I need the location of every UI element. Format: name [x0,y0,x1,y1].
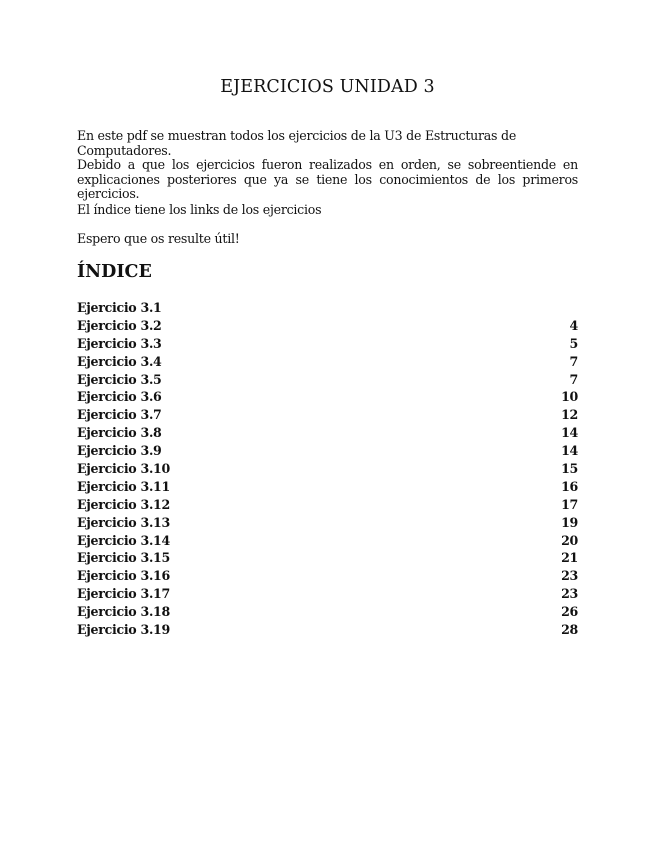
toc-entry-page-number[interactable]: 5 [569,335,578,351]
toc-entry-link[interactable] [77,300,578,318]
toc-entry-page-number[interactable]: 15 [561,461,578,477]
document-title: EJERCICIOS UNIDAD 3 [220,77,435,97]
toc-entry-label[interactable]: Ejercicio 3.17 [77,586,170,602]
toc-entry-page-number[interactable]: 10 [561,389,578,405]
toc-entry-label[interactable]: Ejercicio 3.1 [77,300,162,315]
toc-entry-page-number[interactable]: 17 [561,496,578,512]
toc-entry-label[interactable]: Ejercicio 3.10 [77,461,170,477]
toc-entry-link[interactable] [77,568,578,586]
toc-entry-label[interactable]: Ejercicio 3.5 [77,371,162,387]
toc-entry-link[interactable] [77,604,578,622]
toc-entry-label[interactable]: Ejercicio 3.14 [77,532,170,548]
toc-entry-label[interactable]: Ejercicio 3.19 [77,622,170,638]
toc-entry-label[interactable]: Ejercicio 3.9 [77,443,162,459]
toc-entry-label[interactable]: Ejercicio 3.6 [77,389,162,405]
toc-entry-label[interactable]: Ejercicio 3.15 [77,550,170,566]
toc-entry-link[interactable] [77,318,578,336]
toc-entry-link[interactable] [77,497,578,515]
toc-entry-page-number[interactable]: 7 [569,371,578,387]
toc-entry-page-number[interactable]: 23 [561,586,578,602]
toc-entry-page-number[interactable]: 28 [561,622,578,638]
toc-entry-label[interactable]: Ejercicio 3.4 [77,353,162,369]
toc-entry-link[interactable] [77,336,578,354]
toc-entry-page-number[interactable]: 26 [561,604,578,620]
toc-entry-link[interactable] [77,372,578,390]
toc-entry-link[interactable] [77,461,578,479]
toc-entry-link[interactable] [77,425,578,443]
toc-entry-page-number[interactable]: 16 [561,478,578,494]
toc-entry-label[interactable]: Ejercicio 3.18 [77,604,170,620]
toc-entry-link[interactable] [77,586,578,604]
table-of-contents [77,300,578,640]
toc-entry-page-number[interactable]: 20 [561,532,578,548]
toc-entry-label[interactable]: Ejercicio 3.13 [77,514,170,530]
toc-entry-link[interactable] [77,354,578,372]
toc-entry-link[interactable] [77,550,578,568]
intro-paragraph: En este pdf se muestran todos los ejercicios de la U3 de Estructuras de Computadores. [77,128,517,158]
links-note-paragraph: El índice tiene los links de los ejercicios [77,202,322,217]
toc-entry-label[interactable]: Ejercicio 3.8 [77,425,162,441]
toc-entry-link[interactable] [77,533,578,551]
toc-entry-label[interactable]: Ejercicio 3.2 [77,317,162,333]
index-heading: ÍNDICE [77,262,152,282]
toc-entry-page-number[interactable]: 21 [561,550,578,566]
toc-entry-link[interactable] [77,515,578,533]
toc-entry-page-number[interactable]: 7 [569,353,578,369]
toc-entry-page-number[interactable]: 19 [561,514,578,530]
toc-entry-link[interactable] [77,622,578,640]
toc-entry-page-number[interactable]: 12 [561,407,578,423]
toc-entry-link[interactable] [77,443,578,461]
toc-entry-page-number[interactable]: 23 [561,568,578,584]
toc-entry-label[interactable]: Ejercicio 3.11 [77,478,170,494]
closing-paragraph: Espero que os resulte útil! [77,231,240,246]
toc-entry-page-number[interactable]: 14 [561,443,578,459]
toc-entry-label[interactable]: Ejercicio 3.16 [77,568,170,584]
toc-entry-label[interactable]: Ejercicio 3.7 [77,407,162,423]
toc-entry-label[interactable]: Ejercicio 3.12 [77,496,170,512]
toc-entry-label[interactable]: Ejercicio 3.3 [77,335,162,351]
toc-entry-link[interactable] [77,407,578,425]
toc-entry-link[interactable] [77,479,578,497]
toc-entry-link[interactable] [77,389,578,407]
toc-entry-page-number[interactable]: 4 [569,317,578,333]
toc-entry-page-number[interactable]: 14 [561,425,578,441]
order-note-paragraph: Debido a que los ejercicios fueron realizados en orden, se sobreentiende en explicaciones posteriores que ya se tiene los conocimientos de los primeros ejercicios. [77,157,578,202]
